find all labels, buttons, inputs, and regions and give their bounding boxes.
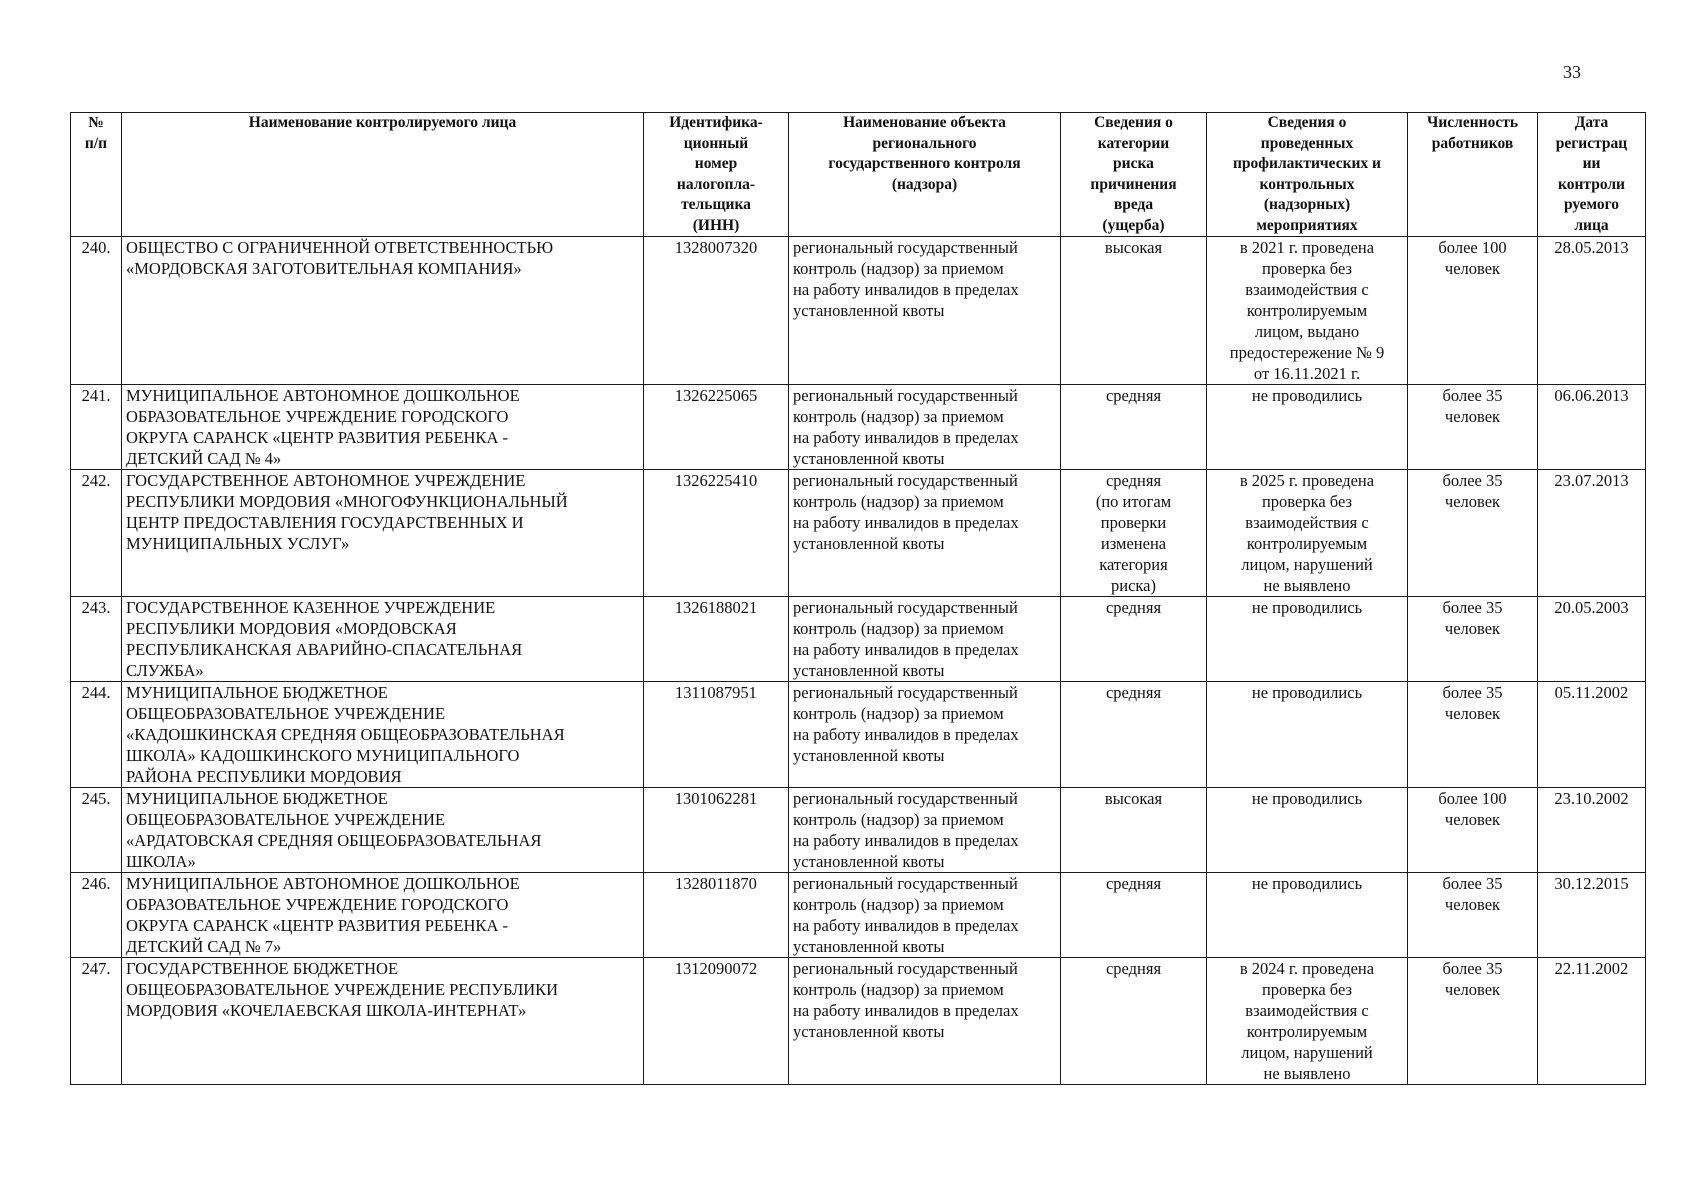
cell-inn-text: 1312090072 bbox=[674, 959, 758, 978]
cell-control-object bbox=[789, 682, 1061, 788]
cell-inspections-text: в 2025 г. проведена проверка без взаимодействия с контролируемым лицом, нарушений не выявлено bbox=[1239, 471, 1375, 595]
header-cell-inn: Идентифика- ционный номер налогопла- тельщика (ИНН) bbox=[644, 113, 789, 237]
cell-entity-name-text: МУНИЦИПАЛЬНОЕ БЮДЖЕТНОЕ ОБЩЕОБРАЗОВАТЕЛЬНОЕ УЧРЕЖДЕНИЕ «АРДАТОВСКАЯ СРЕДНЯЯ ОБЩЕОБРАЗОВАТЕЛЬНАЯ ШКОЛА» bbox=[126, 789, 542, 871]
cell-employees bbox=[1408, 470, 1538, 597]
cell-row-number-text: 247. bbox=[81, 959, 111, 978]
cell-employees-text: более 100 человек bbox=[1438, 238, 1507, 278]
cell-control-object bbox=[789, 788, 1061, 873]
cell-control-object bbox=[789, 958, 1061, 1085]
cell-risk-category-text: средняя bbox=[1105, 874, 1162, 893]
cell-entity-name bbox=[122, 385, 644, 470]
cell-inspections bbox=[1207, 470, 1408, 597]
cell-inspections-text: не проводились bbox=[1251, 789, 1363, 808]
cell-risk-category-text: средняя (по итогам проверки изменена категория риска) bbox=[1095, 471, 1172, 595]
registry-table bbox=[70, 112, 1646, 1085]
cell-employees bbox=[1408, 873, 1538, 958]
cell-inspections-text: не проводились bbox=[1251, 683, 1363, 702]
cell-entity-name bbox=[122, 470, 644, 597]
cell-registration-date bbox=[1538, 682, 1646, 788]
cell-registration-date-text: 28.05.2013 bbox=[1554, 238, 1629, 257]
cell-employees-text: более 35 человек bbox=[1442, 959, 1503, 999]
cell-row-number-text: 245. bbox=[81, 789, 111, 808]
cell-inn bbox=[644, 597, 789, 682]
cell-inspections-text: не проводились bbox=[1251, 598, 1363, 617]
cell-employees bbox=[1408, 682, 1538, 788]
cell-employees-text: более 35 человек bbox=[1442, 386, 1503, 426]
cell-registration-date bbox=[1538, 237, 1646, 385]
cell-inn bbox=[644, 873, 789, 958]
cell-entity-name-text: МУНИЦИПАЛЬНОЕ АВТОНОМНОЕ ДОШКОЛЬНОЕ ОБРАЗОВАТЕЛЬНОЕ УЧРЕЖДЕНИЕ ГОРОДСКОГО ОКРУГА САРАНСК «ЦЕНТР РАЗВИТИЯ РЕБЕНКА - ДЕТСКИЙ САД № 4» bbox=[126, 386, 520, 468]
cell-entity-name-text: ГОСУДАРСТВЕННОЕ КАЗЕННОЕ УЧРЕЖДЕНИЕ РЕСПУБЛИКИ МОРДОВИЯ «МОРДОВСКАЯ РЕСПУБЛИКАНСКАЯ АВАРИЙНО-СПАСАТЕЛЬНАЯ СЛУЖБА» bbox=[126, 598, 523, 680]
cell-employees bbox=[1408, 788, 1538, 873]
table-row bbox=[71, 682, 1646, 788]
cell-control-object-text: региональный государственный контроль (надзор) за приемом на работу инвалидов в пределах установленной квоты bbox=[793, 874, 1019, 956]
cell-registration-date bbox=[1538, 788, 1646, 873]
table-row bbox=[71, 958, 1646, 1085]
cell-risk-category bbox=[1061, 237, 1207, 385]
cell-row-number bbox=[71, 470, 122, 597]
cell-inn bbox=[644, 682, 789, 788]
cell-registration-date-text: 23.10.2002 bbox=[1554, 789, 1629, 808]
cell-employees bbox=[1408, 385, 1538, 470]
cell-control-object-text: региональный государственный контроль (надзор) за приемом на работу инвалидов в пределах установленной квоты bbox=[793, 959, 1019, 1041]
cell-inspections bbox=[1207, 788, 1408, 873]
cell-control-object-text: региональный государственный контроль (надзор) за приемом на работу инвалидов в пределах установленной квоты bbox=[793, 598, 1019, 680]
table-row bbox=[71, 385, 1646, 470]
cell-inn bbox=[644, 470, 789, 597]
cell-employees-text: более 100 человек bbox=[1438, 789, 1507, 829]
page-number: 33 bbox=[1563, 62, 1581, 82]
cell-row-number-text: 242. bbox=[81, 471, 111, 490]
cell-control-object bbox=[789, 237, 1061, 385]
cell-inspections-text: не проводились bbox=[1251, 874, 1363, 893]
cell-row-number bbox=[71, 385, 122, 470]
cell-registration-date bbox=[1538, 385, 1646, 470]
cell-registration-date bbox=[1538, 470, 1646, 597]
header-cell-employees: Численность работников bbox=[1408, 113, 1538, 237]
cell-inn-text: 1326188021 bbox=[674, 598, 758, 617]
cell-registration-date-text: 05.11.2002 bbox=[1554, 683, 1629, 702]
cell-risk-category-text: средняя bbox=[1105, 959, 1162, 978]
cell-risk-category-text: высокая bbox=[1104, 789, 1163, 808]
header-cell-risk-category: Сведения о категории риска причинения вреда (ущерба) bbox=[1061, 113, 1207, 237]
header-cell-control-object: Наименование объекта регионального государственного контроля (надзора) bbox=[789, 113, 1061, 237]
cell-row-number bbox=[71, 873, 122, 958]
cell-registration-date bbox=[1538, 597, 1646, 682]
cell-registration-date bbox=[1538, 958, 1646, 1085]
cell-entity-name bbox=[122, 873, 644, 958]
cell-entity-name bbox=[122, 788, 644, 873]
cell-entity-name-text: ОБЩЕСТВО С ОГРАНИЧЕННОЙ ОТВЕТСТВЕННОСТЬЮ «МОРДОВСКАЯ ЗАГОТОВИТЕЛЬНАЯ КОМПАНИЯ» bbox=[126, 238, 554, 278]
cell-control-object bbox=[789, 470, 1061, 597]
cell-entity-name-text: МУНИЦИПАЛЬНОЕ БЮДЖЕТНОЕ ОБЩЕОБРАЗОВАТЕЛЬНОЕ УЧРЕЖДЕНИЕ «КАДОШКИНСКАЯ СРЕДНЯЯ ОБЩЕОБРАЗОВАТЕЛЬНАЯ ШКОЛА» КАДОШКИНСКОГО МУНИЦИПАЛЬНОГО РАЙОНА РЕСПУБЛИКИ МОРДОВИЯ bbox=[126, 683, 565, 786]
cell-employees bbox=[1408, 958, 1538, 1085]
cell-risk-category bbox=[1061, 597, 1207, 682]
cell-risk-category-text: средняя bbox=[1105, 386, 1162, 405]
cell-inn-text: 1311087951 bbox=[675, 683, 757, 702]
cell-control-object-text: региональный государственный контроль (надзор) за приемом на работу инвалидов в пределах установленной квоты bbox=[793, 386, 1019, 468]
cell-risk-category bbox=[1061, 788, 1207, 873]
cell-entity-name bbox=[122, 597, 644, 682]
cell-risk-category-text: высокая bbox=[1104, 238, 1163, 257]
cell-control-object-text: региональный государственный контроль (надзор) за приемом на работу инвалидов в пределах установленной квоты bbox=[793, 238, 1019, 320]
cell-employees-text: более 35 человек bbox=[1442, 874, 1503, 914]
cell-control-object bbox=[789, 873, 1061, 958]
cell-inn-text: 1326225410 bbox=[674, 471, 758, 490]
table-row bbox=[71, 237, 1646, 385]
cell-row-number bbox=[71, 682, 122, 788]
cell-inspections bbox=[1207, 958, 1408, 1085]
cell-employees bbox=[1408, 237, 1538, 385]
table-row bbox=[71, 470, 1646, 597]
cell-risk-category bbox=[1061, 385, 1207, 470]
cell-inspections-text: в 2024 г. проведена проверка без взаимодействия с контролируемым лицом, нарушений не выявлено bbox=[1239, 959, 1375, 1083]
cell-employees bbox=[1408, 597, 1538, 682]
cell-registration-date-text: 30.12.2015 bbox=[1554, 874, 1629, 893]
cell-inn-text: 1328007320 bbox=[674, 238, 758, 257]
cell-inn bbox=[644, 385, 789, 470]
cell-employees-text: более 35 человек bbox=[1442, 471, 1503, 511]
cell-row-number-text: 240. bbox=[81, 238, 111, 257]
cell-row-number bbox=[71, 958, 122, 1085]
cell-employees-text: более 35 человек bbox=[1442, 683, 1503, 723]
cell-entity-name bbox=[122, 237, 644, 385]
table-row bbox=[71, 597, 1646, 682]
header-row bbox=[71, 113, 1646, 237]
cell-inspections bbox=[1207, 682, 1408, 788]
table-row bbox=[71, 873, 1646, 958]
cell-inspections bbox=[1207, 873, 1408, 958]
cell-inn bbox=[644, 788, 789, 873]
cell-risk-category bbox=[1061, 682, 1207, 788]
cell-inn bbox=[644, 237, 789, 385]
cell-control-object-text: региональный государственный контроль (надзор) за приемом на работу инвалидов в пределах установленной квоты bbox=[793, 789, 1019, 871]
cell-entity-name bbox=[122, 958, 644, 1085]
cell-risk-category bbox=[1061, 958, 1207, 1085]
cell-inspections bbox=[1207, 237, 1408, 385]
cell-entity-name bbox=[122, 682, 644, 788]
cell-row-number-text: 243. bbox=[81, 598, 111, 617]
cell-inn-text: 1301062281 bbox=[674, 789, 758, 808]
header-cell-number: № п/п bbox=[71, 113, 122, 237]
cell-inspections bbox=[1207, 385, 1408, 470]
cell-row-number-text: 241. bbox=[81, 386, 111, 405]
cell-risk-category-text: средняя bbox=[1105, 598, 1162, 617]
cell-inn-text: 1326225065 bbox=[674, 386, 758, 405]
cell-employees-text: более 35 человек bbox=[1442, 598, 1503, 638]
cell-row-number-text: 246. bbox=[81, 874, 111, 893]
cell-registration-date bbox=[1538, 873, 1646, 958]
cell-control-object bbox=[789, 597, 1061, 682]
cell-inspections-text: не проводились bbox=[1251, 386, 1363, 405]
cell-row-number bbox=[71, 597, 122, 682]
cell-control-object bbox=[789, 385, 1061, 470]
header-cell-registration-date: Дата регистрац ии контроли руемого лица bbox=[1538, 113, 1646, 237]
cell-risk-category-text: средняя bbox=[1105, 683, 1162, 702]
cell-registration-date-text: 22.11.2002 bbox=[1554, 959, 1629, 978]
cell-inn-text: 1328011870 bbox=[675, 874, 757, 893]
cell-entity-name-text: ГОСУДАРСТВЕННОЕ БЮДЖЕТНОЕ ОБЩЕОБРАЗОВАТЕЛЬНОЕ УЧРЕЖДЕНИЕ РЕСПУБЛИКИ МОРДОВИЯ «КОЧЕЛАЕВСКАЯ ШКОЛА-ИНТЕРНАТ» bbox=[126, 959, 559, 1020]
cell-entity-name-text: ГОСУДАРСТВЕННОЕ АВТОНОМНОЕ УЧРЕЖДЕНИЕ РЕСПУБЛИКИ МОРДОВИЯ «МНОГОФУНКЦИОНАЛЬНЫЙ ЦЕНТР ПРЕДОСТАВЛЕНИЯ ГОСУДАРСТВЕННЫХ И МУНИЦИПАЛЬНЫХ УСЛУГ» bbox=[126, 471, 568, 553]
cell-control-object-text: региональный государственный контроль (надзор) за приемом на работу инвалидов в пределах установленной квоты bbox=[793, 471, 1019, 553]
table-row bbox=[71, 788, 1646, 873]
cell-inn bbox=[644, 958, 789, 1085]
cell-risk-category bbox=[1061, 470, 1207, 597]
header-cell-inspections: Сведения о проведенных профилактических и контрольных (надзорных) мероприятиях bbox=[1207, 113, 1408, 237]
cell-control-object-text: региональный государственный контроль (надзор) за приемом на работу инвалидов в пределах установленной квоты bbox=[793, 683, 1019, 765]
cell-registration-date-text: 06.06.2013 bbox=[1554, 386, 1629, 405]
cell-row-number-text: 244. bbox=[81, 683, 111, 702]
cell-risk-category bbox=[1061, 873, 1207, 958]
cell-registration-date-text: 23.07.2013 bbox=[1554, 471, 1629, 490]
cell-inspections bbox=[1207, 597, 1408, 682]
cell-row-number bbox=[71, 788, 122, 873]
cell-entity-name-text: МУНИЦИПАЛЬНОЕ АВТОНОМНОЕ ДОШКОЛЬНОЕ ОБРАЗОВАТЕЛЬНОЕ УЧРЕЖДЕНИЕ ГОРОДСКОГО ОКРУГА САРАНСК «ЦЕНТР РАЗВИТИЯ РЕБЕНКА - ДЕТСКИЙ САД № 7» bbox=[126, 874, 520, 956]
header-cell-entity-name: Наименование контролируемого лица bbox=[122, 113, 644, 237]
cell-inspections-text: в 2021 г. проведена проверка без взаимодействия с контролируемым лицом, выдано предостережение № 9 от 16.11.2021 г. bbox=[1229, 238, 1385, 383]
cell-row-number bbox=[71, 237, 122, 385]
cell-registration-date-text: 20.05.2003 bbox=[1554, 598, 1629, 617]
